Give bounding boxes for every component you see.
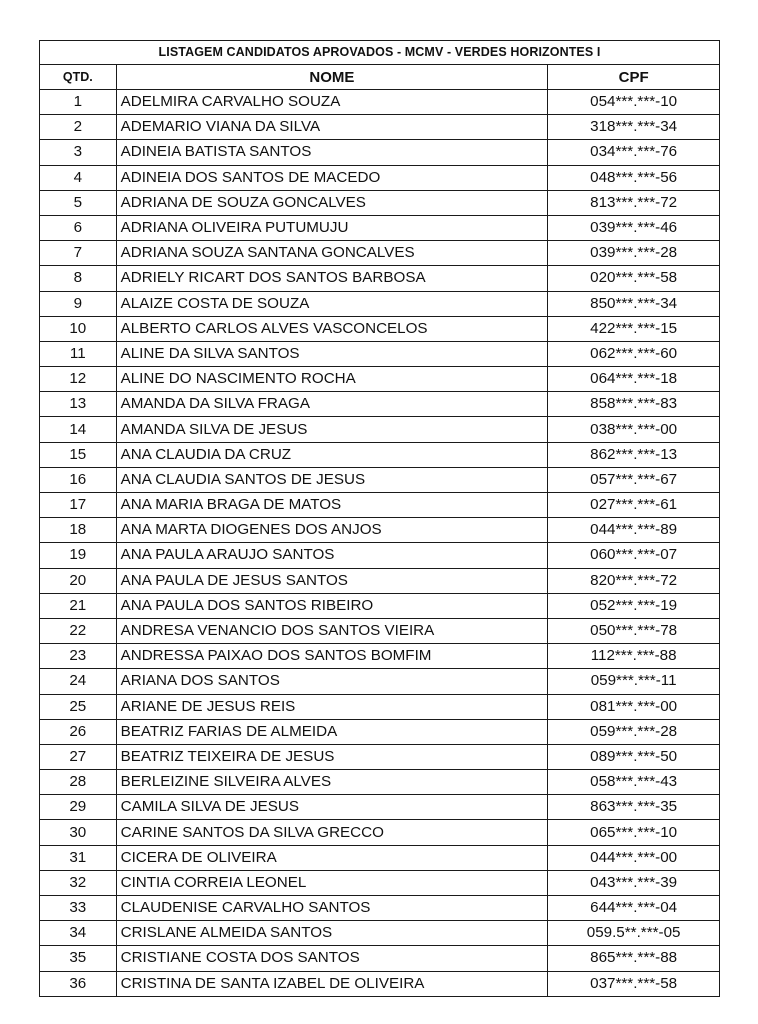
row-number-cell: 21: [40, 593, 116, 618]
table-row: [40, 115, 719, 140]
cpf-cell: 318***.***-34: [548, 115, 719, 140]
row-number-cell: 25: [40, 694, 116, 719]
table-row: [40, 921, 719, 946]
row-number-cell: 18: [40, 518, 116, 543]
row-number-cell: 33: [40, 896, 116, 921]
table-row: [40, 795, 719, 820]
name-cell: ANDRESA VENANCIO DOS SANTOS VIEIRA: [116, 618, 548, 643]
name-cell: ALINE DA SILVA SANTOS: [116, 341, 548, 366]
row-number-cell: 10: [40, 316, 116, 341]
name-cell: CRISLANE ALMEIDA SANTOS: [116, 921, 548, 946]
name-cell: CAMILA SILVA DE JESUS: [116, 795, 548, 820]
cpf-cell: 038***.***-00: [548, 417, 719, 442]
cpf-cell: 820***.***-72: [548, 568, 719, 593]
table-body: [40, 90, 719, 996]
row-number-cell: 5: [40, 190, 116, 215]
row-number-cell: 24: [40, 669, 116, 694]
table-row: [40, 870, 719, 895]
name-cell: ANA PAULA ARAUJO SANTOS: [116, 543, 548, 568]
name-cell: ADELMIRA CARVALHO SOUZA: [116, 90, 548, 115]
row-number-cell: 17: [40, 493, 116, 518]
name-cell: ADINEIA BATISTA SANTOS: [116, 140, 548, 165]
name-cell: ANA PAULA DE JESUS SANTOS: [116, 568, 548, 593]
cpf-cell: 089***.***-50: [548, 744, 719, 769]
row-number-cell: 36: [40, 971, 116, 996]
row-number-cell: 29: [40, 795, 116, 820]
name-cell: BEATRIZ TEIXEIRA DE JESUS: [116, 744, 548, 769]
cpf-cell: 043***.***-39: [548, 870, 719, 895]
row-number-cell: 9: [40, 291, 116, 316]
row-number-cell: 12: [40, 367, 116, 392]
table-row: [40, 820, 719, 845]
cpf-cell: 644***.***-04: [548, 896, 719, 921]
cpf-cell: 060***.***-07: [548, 543, 719, 568]
name-cell: AMANDA DA SILVA FRAGA: [116, 392, 548, 417]
table-row: [40, 669, 719, 694]
table-row: [40, 241, 719, 266]
cpf-cell: 813***.***-72: [548, 190, 719, 215]
cpf-cell: 064***.***-18: [548, 367, 719, 392]
table-row: [40, 316, 719, 341]
cpf-cell: 865***.***-88: [548, 946, 719, 971]
cpf-cell: 850***.***-34: [548, 291, 719, 316]
name-cell: AMANDA SILVA DE JESUS: [116, 417, 548, 442]
row-number-cell: 14: [40, 417, 116, 442]
cpf-cell: 054***.***-10: [548, 90, 719, 115]
name-cell: ARIANA DOS SANTOS: [116, 669, 548, 694]
table-row: [40, 90, 719, 115]
cpf-cell: 081***.***-00: [548, 694, 719, 719]
row-number-cell: 4: [40, 165, 116, 190]
row-number-cell: 26: [40, 719, 116, 744]
row-number-cell: 13: [40, 392, 116, 417]
table-row: [40, 971, 719, 996]
name-cell: ADRIANA DE SOUZA GONCALVES: [116, 190, 548, 215]
cpf-cell: 039***.***-46: [548, 215, 719, 240]
table-row: [40, 392, 719, 417]
name-cell: ADEMARIO VIANA DA SILVA: [116, 115, 548, 140]
table-row: [40, 367, 719, 392]
row-number-cell: 32: [40, 870, 116, 895]
cpf-cell: 058***.***-43: [548, 770, 719, 795]
table-row: [40, 417, 719, 442]
table-header-row: [40, 65, 719, 90]
name-cell: ANDRESSA PAIXAO DOS SANTOS BOMFIM: [116, 644, 548, 669]
table-row: [40, 593, 719, 618]
name-cell: CRISTINA DE SANTA IZABEL DE OLIVEIRA: [116, 971, 548, 996]
cpf-cell: 863***.***-35: [548, 795, 719, 820]
row-number-cell: 7: [40, 241, 116, 266]
cpf-cell: 065***.***-10: [548, 820, 719, 845]
table-row: [40, 140, 719, 165]
table-row: [40, 845, 719, 870]
cpf-cell: 039***.***-28: [548, 241, 719, 266]
name-cell: ANA MARIA BRAGA DE MATOS: [116, 493, 548, 518]
column-header-cpf: CPF: [548, 65, 719, 90]
name-cell: BEATRIZ FARIAS DE ALMEIDA: [116, 719, 548, 744]
name-cell: CRISTIANE COSTA DOS SANTOS: [116, 946, 548, 971]
cpf-cell: 112***.***-88: [548, 644, 719, 669]
table-row: [40, 543, 719, 568]
name-cell: ANA CLAUDIA SANTOS DE JESUS: [116, 467, 548, 492]
cpf-cell: 422***.***-15: [548, 316, 719, 341]
name-cell: CLAUDENISE CARVALHO SANTOS: [116, 896, 548, 921]
name-cell: ALBERTO CARLOS ALVES VASCONCELOS: [116, 316, 548, 341]
row-number-cell: 28: [40, 770, 116, 795]
row-number-cell: 6: [40, 215, 116, 240]
row-number-cell: 11: [40, 341, 116, 366]
row-number-cell: 20: [40, 568, 116, 593]
cpf-cell: 044***.***-00: [548, 845, 719, 870]
name-cell: ALAIZE COSTA DE SOUZA: [116, 291, 548, 316]
name-cell: ADRIELY RICART DOS SANTOS BARBOSA: [116, 266, 548, 291]
cpf-cell: 059***.***-11: [548, 669, 719, 694]
table-row: [40, 518, 719, 543]
table-row: [40, 467, 719, 492]
cpf-cell: 858***.***-83: [548, 392, 719, 417]
list-title: LISTAGEM CANDIDATOS APROVADOS - MCMV - VERDES HORIZONTES I: [40, 41, 719, 65]
name-cell: CICERA DE OLIVEIRA: [116, 845, 548, 870]
cpf-cell: 027***.***-61: [548, 493, 719, 518]
cpf-cell: 059.5**.***-05: [548, 921, 719, 946]
name-cell: ADRIANA OLIVEIRA PUTUMUJU: [116, 215, 548, 240]
cpf-cell: 034***.***-76: [548, 140, 719, 165]
row-number-cell: 27: [40, 744, 116, 769]
name-cell: ANA MARTA DIOGENES DOS ANJOS: [116, 518, 548, 543]
table-row: [40, 266, 719, 291]
table-row: [40, 770, 719, 795]
name-cell: CARINE SANTOS DA SILVA GRECCO: [116, 820, 548, 845]
cpf-cell: 052***.***-19: [548, 593, 719, 618]
name-cell: ANA CLAUDIA DA CRUZ: [116, 442, 548, 467]
table-row: [40, 719, 719, 744]
column-header-qtd: QTD.: [40, 65, 116, 90]
row-number-cell: 19: [40, 543, 116, 568]
candidate-table: [40, 65, 719, 996]
name-cell: BERLEIZINE SILVEIRA ALVES: [116, 770, 548, 795]
row-number-cell: 35: [40, 946, 116, 971]
column-header-nome: NOME: [116, 65, 548, 90]
cpf-cell: 057***.***-67: [548, 467, 719, 492]
name-cell: ANA PAULA DOS SANTOS RIBEIRO: [116, 593, 548, 618]
candidate-list-sheet: [39, 40, 720, 997]
table-row: [40, 618, 719, 643]
cpf-cell: 050***.***-78: [548, 618, 719, 643]
cpf-cell: 862***.***-13: [548, 442, 719, 467]
row-number-cell: 34: [40, 921, 116, 946]
table-row: [40, 190, 719, 215]
table-row: [40, 493, 719, 518]
cpf-cell: 037***.***-58: [590, 974, 678, 992]
name-cell: ALINE DO NASCIMENTO ROCHA: [116, 367, 548, 392]
row-number-cell: 31: [40, 845, 116, 870]
table-row: [40, 442, 719, 467]
row-number-cell: 23: [40, 644, 116, 669]
row-number-cell: 8: [40, 266, 116, 291]
name-cell: ADINEIA DOS SANTOS DE MACEDO: [116, 165, 548, 190]
row-number-cell: 3: [40, 140, 116, 165]
table-row: [40, 341, 719, 366]
cpf-cell: 059***.***-28: [548, 719, 719, 744]
row-number-cell: 16: [40, 467, 116, 492]
table-row: [40, 744, 719, 769]
cpf-cell: 048***.***-56: [548, 165, 719, 190]
table-row: [40, 165, 719, 190]
row-number-cell: 2: [40, 115, 116, 140]
cpf-cell: 044***.***-89: [548, 518, 719, 543]
table-row: [40, 946, 719, 971]
table-row: [40, 568, 719, 593]
table-row: [40, 215, 719, 240]
row-number-cell: 30: [40, 820, 116, 845]
cpf-cell: 062***.***-60: [548, 341, 719, 366]
cpf-cell: 020***.***-58: [548, 266, 719, 291]
row-number-cell: 22: [40, 618, 116, 643]
name-cell: ARIANE DE JESUS REIS: [116, 694, 548, 719]
table-row: [40, 694, 719, 719]
row-number-cell: 1: [40, 90, 116, 115]
row-number-cell: 15: [40, 442, 116, 467]
name-cell: ADRIANA SOUZA SANTANA GONCALVES: [116, 241, 548, 266]
table-row: [40, 644, 719, 669]
table-row: [40, 291, 719, 316]
table-row: [40, 896, 719, 921]
name-cell: CINTIA CORREIA LEONEL: [116, 870, 548, 895]
